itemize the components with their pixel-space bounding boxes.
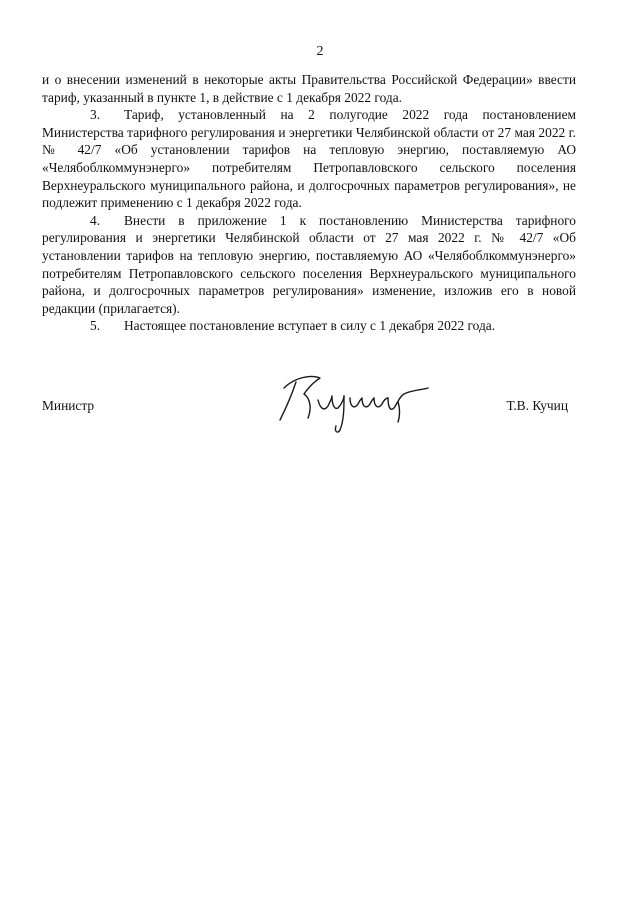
paragraph-text: Внести в приложение 1 к постановлению Министерства тарифного регулирования и энергетики Челябинской области от 27 мая 2022 г. № 42/7 «Об установлении тарифов на тепловую энергию, поставляемую АО «Челябоблкоммунэнерго» потребителям Петропавловского сельского поселения Верхнеуральского муниципального района, и долгосрочных параметров регулирования» изменение, изложив его в новой редакции (прилагается). bbox=[42, 212, 576, 316]
paragraph-text: Тариф, установленный на 2 полугодие 2022 года постановлением Министерства тарифного регулирования и энергетики Челябинской области от 27 мая 2022 г. № 42/7 «Об установлении тарифов на тепловую энергию, поставляемую АО «Челябоблкоммунэнерго» потребителям Петропавловского сельского поселения Верхнеуральского муниципального района, и долгосрочных параметров регулирования», не подлежит применению с 1 декабря 2022 года. bbox=[42, 107, 576, 211]
paragraph-text: Настоящее постановление вступает в силу с 1 декабря 2022 года. bbox=[124, 318, 496, 334]
paragraph-3 bbox=[42, 106, 576, 212]
signature-block bbox=[42, 392, 576, 452]
document-body bbox=[42, 71, 576, 335]
signatory-title: Министр bbox=[42, 398, 95, 413]
paragraph-5 bbox=[42, 317, 576, 335]
paragraph-text: и о внесении изменений в некоторые акты Правительства Российской Федерации» ввести тариф, указанный в пункте 1, в действие с 1 декабря 2022 года. bbox=[42, 72, 576, 105]
paragraph-continuation bbox=[42, 71, 576, 106]
signatory-name: Т.В. Кучиц bbox=[506, 398, 568, 413]
paragraph-number: 4. bbox=[90, 212, 101, 228]
handwritten-signature bbox=[274, 368, 434, 440]
page-number: 2 bbox=[316, 44, 324, 59]
paragraph-number: 5. bbox=[90, 318, 101, 334]
paragraph-4 bbox=[42, 212, 576, 318]
paragraph-number: 3. bbox=[90, 107, 101, 123]
